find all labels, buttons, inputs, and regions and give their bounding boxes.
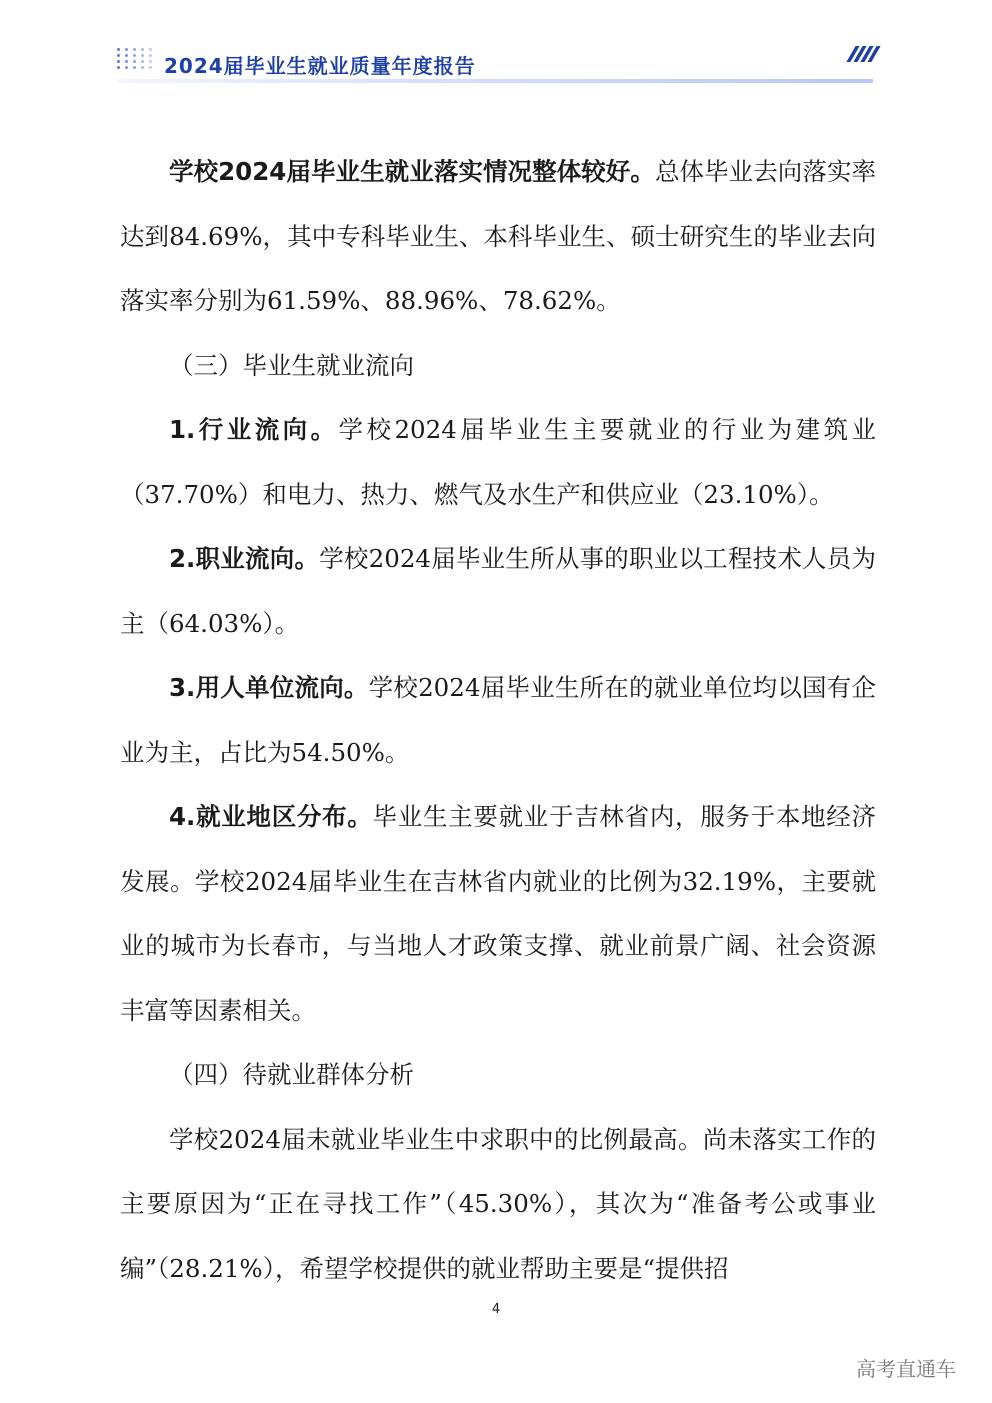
- paragraph-text: 毕业生主要就业于吉林省内，服务于本地经济发展。学校2024届毕业生在吉林省内就业的比例为32.19%，主要就业的城市为长春市，与当地人才政策支撑、就业前景广阔、社会资源丰富等因素相关。: [120, 802, 876, 1025]
- paragraph-text: 学校2024届毕业生所从事的职业以工程技术人员为主（64.03%）。: [120, 544, 876, 638]
- paragraph-occupation: [120, 527, 876, 656]
- dot-icon: [117, 66, 120, 69]
- dot-icon: [141, 60, 144, 63]
- page-number: 4: [491, 1302, 501, 1317]
- dot-icon: [149, 60, 152, 63]
- paragraph-industry: [120, 398, 876, 527]
- dot-icon: [133, 60, 136, 63]
- dots-decoration-icon: [117, 48, 157, 72]
- dot-icon: [125, 48, 128, 51]
- dot-icon: [141, 66, 144, 69]
- dot-icon: [117, 60, 120, 63]
- watermark: 高考直通车: [856, 1357, 956, 1381]
- dot-icon: [149, 54, 152, 57]
- paragraph-heading: 4.就业地区分布。: [169, 802, 373, 831]
- document-body: [120, 140, 876, 1301]
- paragraph-text: 学校2024届毕业生主要就业的行业为建筑业（37.70%）和电力、热力、燃气及水生产和供应业（23.10%）。: [120, 415, 876, 509]
- dot-icon: [149, 66, 152, 69]
- paragraph-text: 学校2024届毕业生所在的就业单位均以国有企业为主，占比为54.50%。: [120, 673, 876, 767]
- paragraph-heading: 2.职业流向。: [169, 544, 320, 573]
- dot-icon: [141, 48, 144, 51]
- paragraph-overall: [120, 140, 876, 334]
- page-header: [0, 0, 992, 110]
- dot-icon: [149, 48, 152, 51]
- dot-icon: [133, 66, 136, 69]
- paragraph-heading: 3.用人单位流向。: [169, 673, 369, 702]
- paragraph-text: 总体毕业去向落实率达到84.69%，其中专科毕业生、本科毕业生、硕士研究生的毕业去向落实率分别为61.59%、88.96%、78.62%。: [120, 157, 877, 315]
- paragraph-heading: 1.行业流向。: [169, 415, 339, 444]
- report-title: 2024届毕业生就业质量年度报告: [164, 54, 476, 78]
- paragraph-region: [120, 785, 876, 1043]
- dot-icon: [117, 54, 120, 57]
- dot-icon: [133, 48, 136, 51]
- dot-icon: [125, 54, 128, 57]
- dot-icon: [117, 48, 120, 51]
- header-band: [117, 79, 873, 83]
- section-heading-unemployed: （四）待就业群体分析: [169, 1060, 414, 1089]
- dot-icon: [141, 54, 144, 57]
- paragraph-employer: [120, 656, 876, 785]
- section-heading-employment-flow: （三）毕业生就业流向: [169, 350, 414, 380]
- dot-icon: [125, 60, 128, 63]
- paragraph-heading: 学校2024届毕业生就业落实情况整体较好。: [169, 157, 655, 186]
- paragraph-unemployed: 学校2024届未就业毕业生中求职中的比例最高。尚未落实工作的主要原因为“正在寻找工作”（45.30%），其次为“准备考公或事业编”（28.21%），希望学校提供的就业帮助主要是“提供招: [120, 1124, 876, 1283]
- dot-icon: [125, 66, 128, 69]
- slash-decoration-icon: [845, 46, 875, 62]
- dot-icon: [133, 54, 136, 57]
